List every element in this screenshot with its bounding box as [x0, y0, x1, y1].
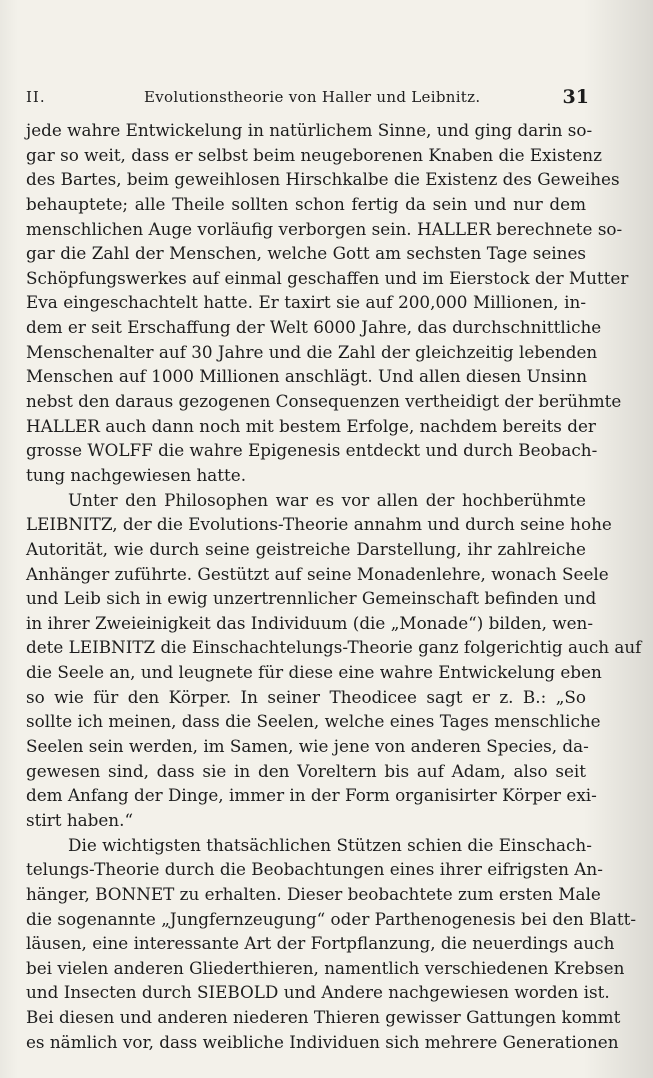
text-line: gar die Zahl der Menschen, welche Gott am sechsten Tage seines	[26, 243, 586, 264]
text-line: dete LEIBNITZ die Einschachtelungs-Theorie ganz folgerichtig auch auf	[26, 637, 642, 658]
text-line: bei vielen anderen Gliederthieren, namentlich verschiedenen Krebsen	[26, 957, 625, 978]
text-line: nebst den daraus gezogenen Consequenzen vertheidigt der berühmte	[26, 391, 622, 412]
text-line: Autorität, wie durch seine geistreiche Darstellung, ihr zahlreiche	[26, 538, 586, 559]
text-line: hänger, BONNET zu erhalten. Dieser beobachtete zum ersten Male	[26, 883, 601, 904]
text-line: tung nachgewiesen hatte.	[26, 464, 247, 485]
text-line: und Insecten durch SIEBOLD und Andere nachgewiesen worden ist.	[26, 982, 610, 1003]
running-title: Evolutionstheorie von Haller und Leibnitz.	[144, 88, 481, 106]
running-header	[26, 88, 589, 108]
paragraph	[26, 488, 642, 833]
text-line: so wie für den Körper. In seiner Theodicee sagt er z. B.: „So	[26, 686, 586, 707]
text-line: gar so weit, dass er selbst beim neugeborenen Knaben die Existenz	[26, 144, 602, 165]
text-line: und Leib sich in ewig unzertrennlicher Gemeinschaft befinden und	[26, 588, 597, 609]
page-body	[26, 118, 642, 1054]
text-line: LEIBNITZ, der die Evolutions-Theorie annahm und durch seine hohe	[26, 514, 612, 535]
text-line: Menschenalter auf 30 Jahre und die Zahl der gleichzeitig lebenden	[26, 341, 598, 362]
text-line: Eva eingeschachtelt hatte. Er taxirt sie auf 200,000 Millionen, in-	[26, 292, 586, 313]
chapter-number: II.	[26, 88, 46, 106]
text-line: des Bartes, beim geweihlosen Hirschkalbe die Existenz des Geweihes	[26, 169, 620, 190]
paragraph	[26, 833, 637, 1055]
text-line: dem Anfang der Dinge, immer in der Form organisirter Körper exi-	[26, 785, 597, 806]
paragraph	[26, 118, 629, 488]
text-line: gewesen sind, dass sie in den Voreltern bis auf Adam, also seit	[26, 760, 586, 781]
text-line: stirt haben.“	[26, 809, 134, 830]
text-line: dem er seit Erschaffung der Welt 6000 Jahre, das durchschnittliche	[26, 317, 602, 338]
text-line: die Seele an, und leugnete für diese eine wahre Entwickelung eben	[26, 662, 602, 683]
page-number: 31	[562, 86, 589, 108]
text-line: in ihrer Zweieinigkeit das Individuum (die „Monade“) bilden, wen-	[26, 612, 594, 633]
text-line: Bei diesen und anderen niederen Thieren gewisser Gattungen kommt	[26, 1007, 621, 1028]
text-line: Anhänger zuführte. Gestützt auf seine Monadenlehre, wonach Seele	[26, 563, 609, 584]
text-line: läusen, eine interessante Art der Fortpflanzung, die neuerdings auch	[26, 933, 615, 954]
text-line: HALLER auch dann noch mit bestem Erfolge, nachdem bereits der	[26, 415, 596, 436]
text-line: telungs-Theorie durch die Beobachtungen eines ihrer eifrigsten An-	[26, 859, 603, 880]
text-line: behauptete; alle Theile sollten schon fertig da sein und nur dem	[26, 193, 586, 214]
text-line: es nämlich vor, dass weibliche Individuen sich mehrere Generationen	[26, 1031, 619, 1052]
text-line: menschlichen Auge vorläufig verborgen sein. HALLER berechnete so-	[26, 218, 623, 239]
text-line: grosse WOLFF die wahre Epigenesis entdeckt und durch Beobach-	[26, 440, 598, 461]
text-line: die sogenannte „Jungfernzeugung“ oder Parthenogenesis bei den Blatt-	[26, 908, 637, 929]
text-line: Seelen sein werden, im Samen, wie jene von anderen Species, da-	[26, 736, 589, 757]
text-line: Die wichtigsten thatsächlichen Stützen schien die Einschach-	[68, 834, 592, 855]
text-line: Schöpfungswerkes auf einmal geschaffen und im Eierstock der Mutter	[26, 267, 629, 288]
text-line: sollte ich meinen, dass die Seelen, welche eines Tages menschliche	[26, 711, 601, 732]
text-line: Unter den Philosophen war es vor allen der hochberühmte	[68, 489, 586, 510]
text-line: jede wahre Entwickelung in natürlichem Sinne, und ging darin so-	[26, 120, 593, 140]
text-line: Menschen auf 1000 Millionen anschlägt. Und allen diesen Unsinn	[26, 366, 588, 387]
